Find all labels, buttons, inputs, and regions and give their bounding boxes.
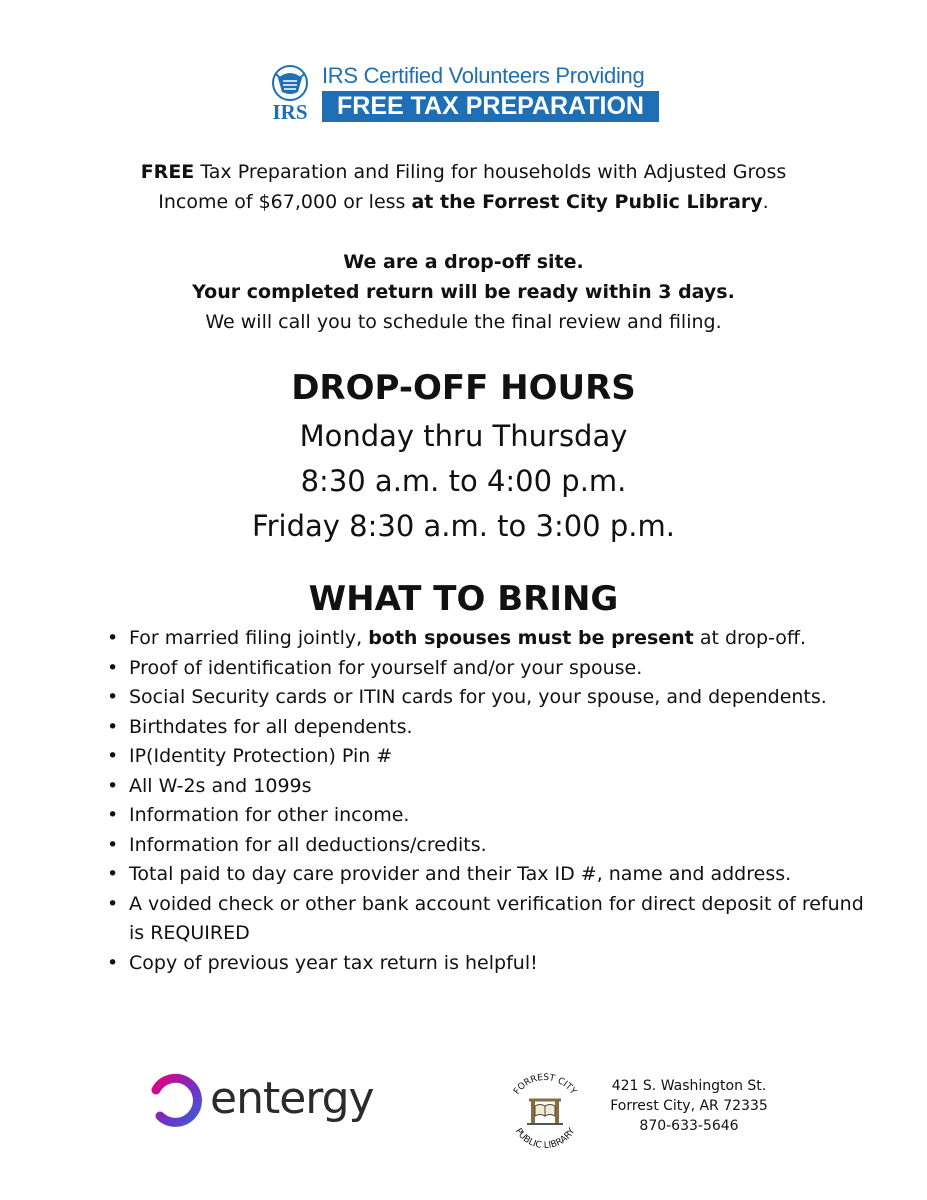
irs-emblem-text — [266, 100, 314, 122]
irs-tagline: IRS Certified Volunteers Providing — [322, 63, 645, 88]
list-item: • All W-2s and 1099s — [105, 772, 865, 802]
item-bold-text: both spouses must be present — [368, 627, 694, 649]
intro-period: . — [762, 191, 769, 213]
svg-text:IRS: IRS — [272, 100, 308, 122]
list-item: • Information for other income. — [105, 801, 865, 831]
hours-list — [0, 414, 927, 549]
dropoff-info — [60, 247, 867, 337]
street-address: 421 S. Washington St. — [611, 1078, 767, 1094]
list-item: • Information for all deductions/credits. — [105, 831, 865, 861]
entergy-logo — [150, 1068, 410, 1130]
bring-list — [105, 624, 865, 978]
list-item: • IP(Identity Protection) Pin # — [105, 742, 865, 772]
irs-logo — [266, 62, 666, 124]
list-item: • A voided check or other bank account verification for direct deposit of refund is REQUIRED — [105, 890, 865, 949]
intro-line-2 — [60, 187, 867, 217]
ready-time-line: Your completed return will be ready within 3 days. — [192, 281, 735, 303]
list-item — [105, 624, 865, 654]
item-text: at drop-off. — [693, 627, 807, 649]
intro-line-1-text: Tax Preparation and Filing for households with Adjusted Gross — [194, 161, 787, 183]
city-state-zip: Forrest City, AR 72335 — [610, 1098, 768, 1114]
intro-paragraph — [60, 157, 867, 217]
list-item: • Total paid to day care provider and their Tax ID #, name and address. — [105, 860, 865, 890]
list-item: • Birthdates for all dependents. — [105, 713, 865, 743]
entergy-wordmark: entergy — [210, 1073, 374, 1124]
bring-heading: WHAT TO BRING — [308, 579, 619, 619]
library-seal-icon — [503, 1068, 587, 1152]
free-tax-prep-banner: FREE TAX PREPARATION — [322, 91, 659, 122]
library-address — [603, 1076, 775, 1136]
intro-income: Income of $67,000 or less — [158, 191, 412, 213]
phone-number: 870-633-5646 — [639, 1118, 739, 1134]
list-item: • Proof of identification for yourself and/or your spouse. — [105, 654, 865, 684]
intro-location: at the Forrest City Public Library — [411, 191, 763, 213]
entergy-mark-icon — [150, 1068, 202, 1130]
list-item: • Social Security cards or ITIN cards for you, your spouse, and dependents. — [105, 683, 865, 713]
item-text: For married filing jointly, — [129, 627, 369, 649]
hours-friday: Friday 8:30 a.m. to 3:00 p.m. — [252, 509, 675, 543]
dropoff-site-line: We are a drop-off site. — [343, 251, 584, 273]
intro-line-1 — [60, 157, 867, 187]
list-item: • Copy of previous year tax return is helpful! — [105, 949, 865, 979]
hours-heading: DROP-OFF HOURS — [291, 368, 636, 408]
svg-text:PUBLIC LIBRARY: PUBLIC LIBRARY — [512, 1126, 578, 1152]
call-schedule-line: We will call you to schedule the final review and filing. — [205, 311, 722, 333]
hours-days: Monday thru Thursday — [299, 419, 628, 453]
intro-free: FREE — [140, 161, 195, 183]
svg-text:FORREST CITY: FORREST CITY — [512, 1072, 578, 1097]
hours-times: 8:30 a.m. to 4:00 p.m. — [300, 464, 627, 498]
